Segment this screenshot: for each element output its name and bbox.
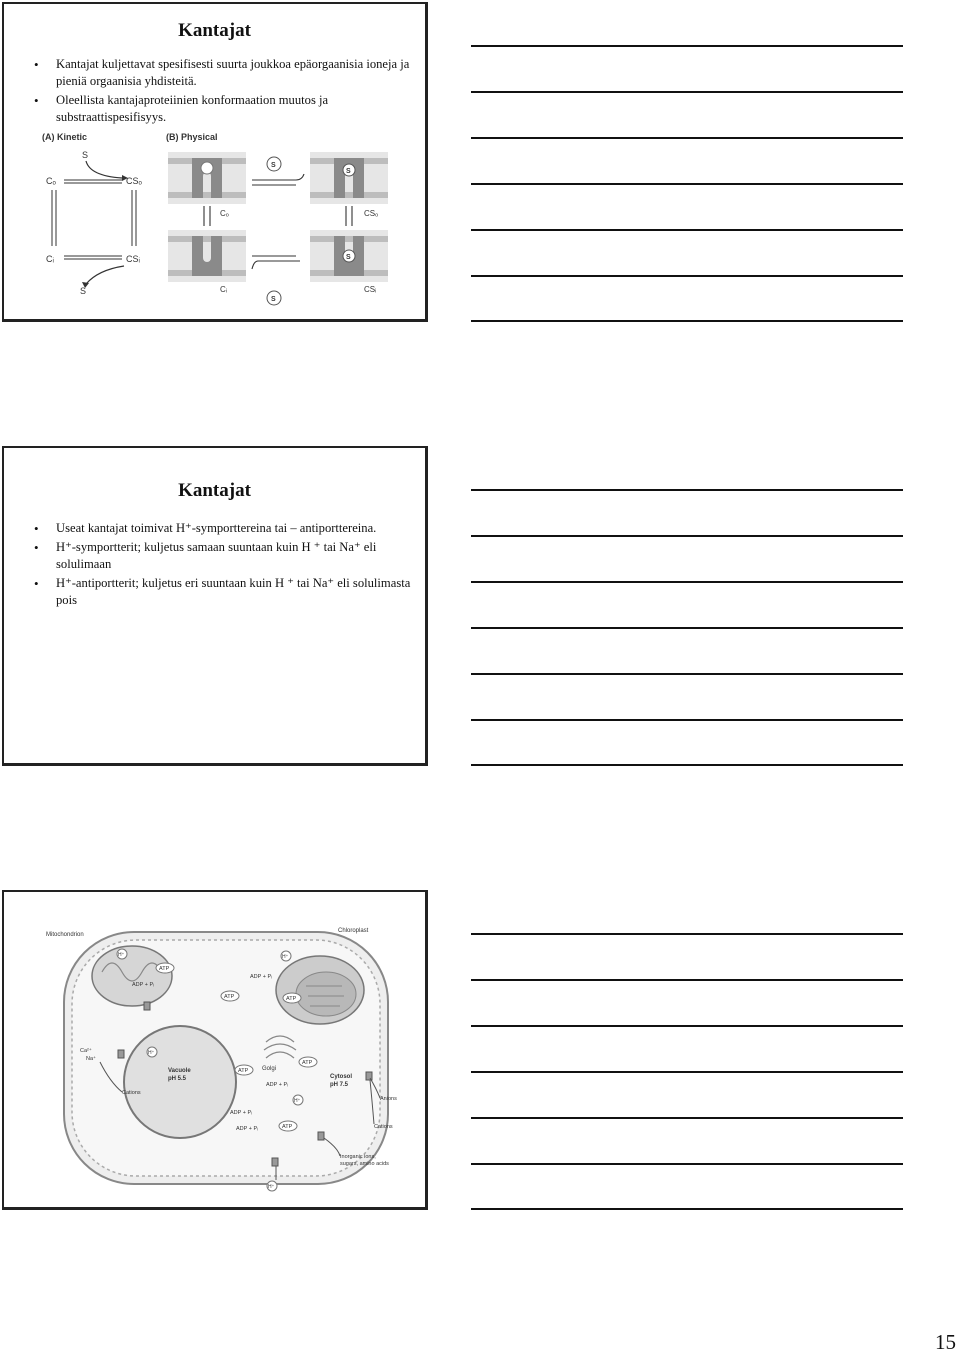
note-line[interactable] — [471, 673, 903, 675]
slide-2-title: Kantajat — [178, 480, 251, 501]
slide-2-bullet-2: • H⁺-symportterit; kuljetus samaan suuntaan kuin H ⁺ tai Na⁺ eli solulimaan — [34, 539, 413, 573]
slide-1-title: Kantajat — [178, 20, 251, 41]
phys-c-i: Cᵢ — [220, 285, 228, 294]
note-line[interactable] — [471, 1071, 903, 1073]
label-vacuole-ph: pH 5.5 — [168, 1076, 187, 1082]
state-c-o: Cₒ — [46, 176, 56, 186]
adp-pi-3: ADP + Pᵢ — [230, 1110, 253, 1116]
note-line[interactable] — [471, 489, 903, 491]
note-line[interactable] — [471, 535, 903, 537]
carrier-kinetic-physical-figure — [38, 128, 398, 308]
label-na: Na⁺ — [86, 1056, 96, 1062]
panel-b-label: (B) Physical — [166, 132, 218, 142]
state-c-i: Cᵢ — [46, 254, 54, 264]
adp-pi-1: ADP + Pᵢ — [132, 982, 155, 988]
note-line[interactable] — [471, 229, 903, 231]
slide-1-bullets — [34, 56, 413, 128]
note-line[interactable] — [471, 979, 903, 981]
note-line[interactable] — [471, 1163, 903, 1165]
slide-1-bullet-2: • Oleellista kantajaproteiinien konformaation muutos ja substraattispesifisyys. — [34, 92, 413, 126]
membrane-top-right — [310, 152, 388, 204]
h-plus-1: H⁺ — [118, 952, 125, 958]
vertical-arrows-right — [346, 206, 352, 226]
note-line[interactable] — [471, 275, 903, 277]
label-inorganic-1: Inorganic ions, — [340, 1154, 376, 1160]
equilibrium-arrows-top — [252, 174, 304, 185]
slide-1-bullet-1: • Kantajat kuljettavat spesifisesti suurta joukkoa epäorgaanisia ioneja ja pieniä orgaanisia yhdisteitä. — [34, 56, 413, 90]
label-chloroplast: Chloroplast — [338, 928, 369, 934]
state-cs-o: CSₒ — [126, 176, 142, 186]
atp-tag-2: ATP — [224, 994, 235, 1000]
adp-pi-2: ADP + Pᵢ — [250, 974, 273, 980]
mitochondrion — [92, 946, 172, 1006]
membrane-bottom-left — [168, 230, 246, 282]
note-line[interactable] — [471, 137, 903, 139]
note-line[interactable] — [471, 1117, 903, 1119]
substrate-bound-top: S — [346, 168, 351, 175]
phys-cs-i: CSᵢ — [364, 285, 377, 294]
label-anions: Anions — [380, 1096, 397, 1102]
h-plus-4: H⁺ — [294, 1098, 301, 1104]
atp-tag-5: ATP — [302, 1060, 313, 1066]
slide-3 — [2, 890, 428, 1210]
note-line[interactable] — [471, 581, 903, 583]
free-substrate-bottom-label: S — [271, 296, 276, 303]
label-mitochondrion: Mitochondrion — [46, 932, 84, 938]
note-line[interactable] — [471, 933, 903, 935]
phys-cs-o: CSₒ — [364, 209, 379, 218]
membrane-top-left — [168, 152, 246, 204]
adp-pi-4: ADP + Pᵢ — [266, 1082, 289, 1088]
slide-1 — [2, 2, 428, 322]
label-cytosol: Cytosol — [330, 1074, 353, 1080]
phys-c-o: Cₒ — [220, 209, 229, 218]
bind-arrow-a — [86, 161, 122, 178]
note-line[interactable] — [471, 91, 903, 93]
slide-2-bullet-3: • H⁺-antiportterit; kuljetus eri suuntaan kuin H ⁺ tai Na⁺ eli solulimasta pois — [34, 575, 413, 609]
atp-tag-6: ATP — [282, 1124, 293, 1130]
label-cytosol-ph: pH 7.5 — [330, 1082, 349, 1088]
label-golgi: Golgi — [262, 1066, 277, 1072]
plant-cell-transport-figure — [40, 912, 404, 1194]
note-line[interactable] — [471, 1208, 903, 1210]
note-line[interactable] — [471, 45, 903, 47]
atp-tag-1: ATP — [159, 966, 170, 972]
label-cations-right: Cations — [374, 1124, 393, 1130]
h-plus-5: H⁺ — [268, 1184, 275, 1190]
note-line[interactable] — [471, 183, 903, 185]
membrane-bottom-right — [310, 230, 388, 282]
state-cs-i: CSᵢ — [126, 254, 140, 264]
vertical-arrows-left — [204, 206, 210, 226]
atp-tag-3: ATP — [286, 996, 297, 1002]
vacuole — [124, 1026, 236, 1138]
note-line[interactable] — [471, 320, 903, 322]
label-inorganic-2: sugars, amino acids — [340, 1161, 389, 1167]
note-line[interactable] — [471, 627, 903, 629]
release-arrow-a — [86, 266, 124, 284]
adp-pi-5: ADP + Pᵢ — [236, 1126, 259, 1132]
atp-tag-4: ATP — [238, 1068, 249, 1074]
equilibrium-arrows-bottom — [252, 256, 300, 269]
note-line[interactable] — [471, 719, 903, 721]
h-plus-2: H⁺ — [148, 1050, 155, 1056]
label-ca: Ca²⁺ — [80, 1048, 92, 1054]
slide-2 — [2, 446, 428, 766]
slide-2-bullet-1: • Useat kantajat toimivat H⁺-symporttereina tai – antiporttereina. — [34, 520, 413, 537]
note-line[interactable] — [471, 1025, 903, 1027]
free-substrate-top-label: S — [271, 162, 276, 169]
substrate-bound-bottom: S — [346, 254, 351, 261]
slide-2-bullets — [34, 520, 413, 611]
substrate-label-a-top: S — [82, 150, 89, 160]
h-plus-3: H⁺ — [282, 954, 289, 960]
chloroplast — [276, 956, 364, 1024]
label-cations-left: Cations — [122, 1090, 141, 1096]
label-vacuole: Vacuole — [168, 1068, 191, 1074]
page-number: 15 — [935, 1330, 956, 1354]
note-line[interactable] — [471, 764, 903, 766]
substrate-label-a-bottom: S — [80, 286, 87, 296]
panel-a-label: (A) Kinetic — [42, 132, 87, 142]
